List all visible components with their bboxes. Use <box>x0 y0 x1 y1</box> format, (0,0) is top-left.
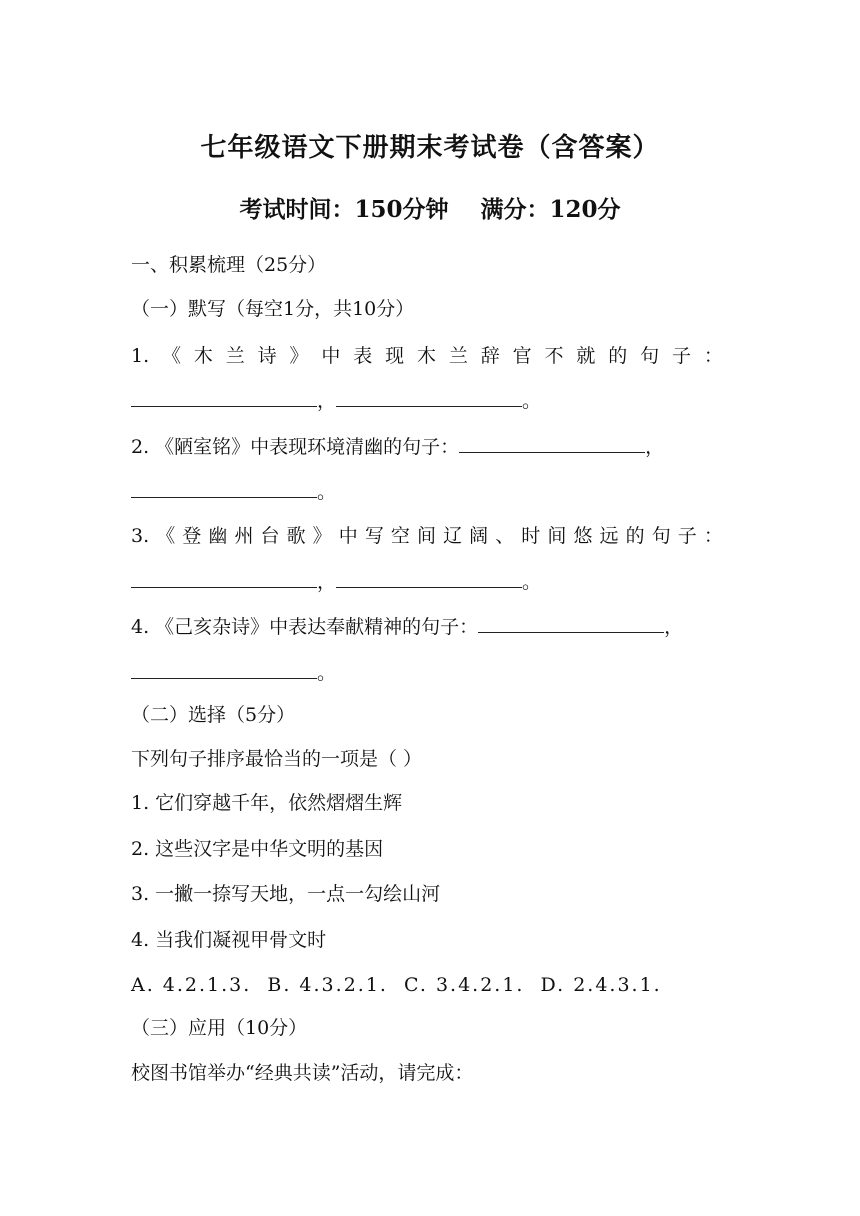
question-char: 的 <box>625 525 645 547</box>
period: 。 <box>317 481 337 503</box>
question-char: 时 <box>521 525 541 547</box>
question-char: 官 <box>512 345 532 367</box>
question-char: 间 <box>416 525 436 547</box>
question-2 <box>131 432 664 462</box>
question-char: 辞 <box>480 345 500 367</box>
question-char: 写 <box>364 525 384 547</box>
question-char: 远 <box>599 525 619 547</box>
question-4-answer-line <box>131 658 336 688</box>
question-char: 不 <box>544 345 564 367</box>
answer-blank[interactable] <box>478 612 664 633</box>
question-char: 歌 <box>286 525 306 547</box>
answer-blank[interactable] <box>131 477 317 498</box>
choice-options: A. 4.2.1.3. B. 4.3.2.1. C. 3.4.2.1. D. 2.4.3.1. <box>131 974 662 996</box>
question-char: ： <box>703 345 723 367</box>
question-char: 表 <box>353 345 373 367</box>
question-char: 句 <box>651 525 671 547</box>
question-3-answer-line <box>131 567 541 597</box>
question-char: 1. <box>131 345 150 367</box>
question-char: 登 <box>182 525 202 547</box>
period: 。 <box>522 571 542 593</box>
question-char: 的 <box>608 345 628 367</box>
question-2-prompt: 2. 《陋室铭》中表现环境清幽的句子： <box>131 436 460 458</box>
part-heading-dictation: （一）默写（每空1分，共10分） <box>131 298 415 320</box>
question-char: 悠 <box>573 525 593 547</box>
question-1 <box>131 341 723 371</box>
choice-question: 下列句子排序最恰当的一项是（ ） <box>131 748 423 770</box>
question-char: 《 <box>162 345 182 367</box>
question-char: 阔 <box>469 525 489 547</box>
exam-info: 考试时间：150分钟 满分：120分 <box>239 196 621 223</box>
part-heading-choice: （二）选择（5分） <box>131 704 296 726</box>
question-char: 中 <box>338 525 358 547</box>
question-char: 》 <box>312 525 332 547</box>
answer-blank[interactable] <box>131 658 317 679</box>
application-prompt: 校图书馆举办“经典共读”活动，请完成： <box>131 1062 474 1084</box>
question-char: 中 <box>321 345 341 367</box>
question-char: 子 <box>672 345 692 367</box>
answer-blank[interactable] <box>131 386 317 407</box>
question-char: 台 <box>260 525 280 547</box>
answer-blank[interactable] <box>336 567 522 588</box>
comma: ， <box>317 571 337 593</box>
question-char: 兰 <box>225 345 245 367</box>
choice-item-3: 3. 一撇一捺写天地，一点一勾绘山河 <box>131 883 441 905</box>
section-heading: 一、积累梳理（25分） <box>131 254 327 276</box>
answer-blank[interactable] <box>459 432 645 453</box>
question-3 <box>131 521 723 551</box>
question-char: 子 <box>677 525 697 547</box>
period: 。 <box>317 662 337 684</box>
question-char: 间 <box>547 525 567 547</box>
question-char: 3. <box>131 525 150 547</box>
question-char: 兰 <box>448 345 468 367</box>
question-char: 木 <box>193 345 213 367</box>
part-heading-application: （三）应用（10分） <box>131 1017 308 1039</box>
question-char: 空 <box>390 525 410 547</box>
question-1-answer-line <box>131 386 541 416</box>
question-char: 》 <box>289 345 309 367</box>
question-char: 、 <box>495 525 515 547</box>
comma: ， <box>317 390 337 412</box>
choice-item-2: 2. 这些汉字是中华文明的基因 <box>131 838 384 860</box>
question-char: 就 <box>576 345 596 367</box>
choice-item-4: 4. 当我们凝视甲骨文时 <box>131 929 327 951</box>
question-char: ： <box>703 525 723 547</box>
document-title: 七年级语文下册期末考试卷（含答案） <box>200 133 660 163</box>
question-char: 木 <box>417 345 437 367</box>
answer-blank[interactable] <box>336 386 522 407</box>
comma: ， <box>645 436 665 458</box>
question-4-prompt: 4. 《己亥杂诗》中表达奉献精神的句子： <box>131 616 479 638</box>
question-char: 幽 <box>208 525 228 547</box>
period: 。 <box>522 390 542 412</box>
answer-blank[interactable] <box>131 567 317 588</box>
question-2-answer-line <box>131 477 336 507</box>
question-char: 句 <box>640 345 660 367</box>
question-char: 《 <box>156 525 176 547</box>
question-char: 诗 <box>257 345 277 367</box>
comma: ， <box>664 616 684 638</box>
question-char: 现 <box>385 345 405 367</box>
choice-item-1: 1. 它们穿越千年，依然熠熠生辉 <box>131 792 403 814</box>
question-char: 州 <box>234 525 254 547</box>
question-4 <box>131 612 683 642</box>
question-char: 辽 <box>443 525 463 547</box>
